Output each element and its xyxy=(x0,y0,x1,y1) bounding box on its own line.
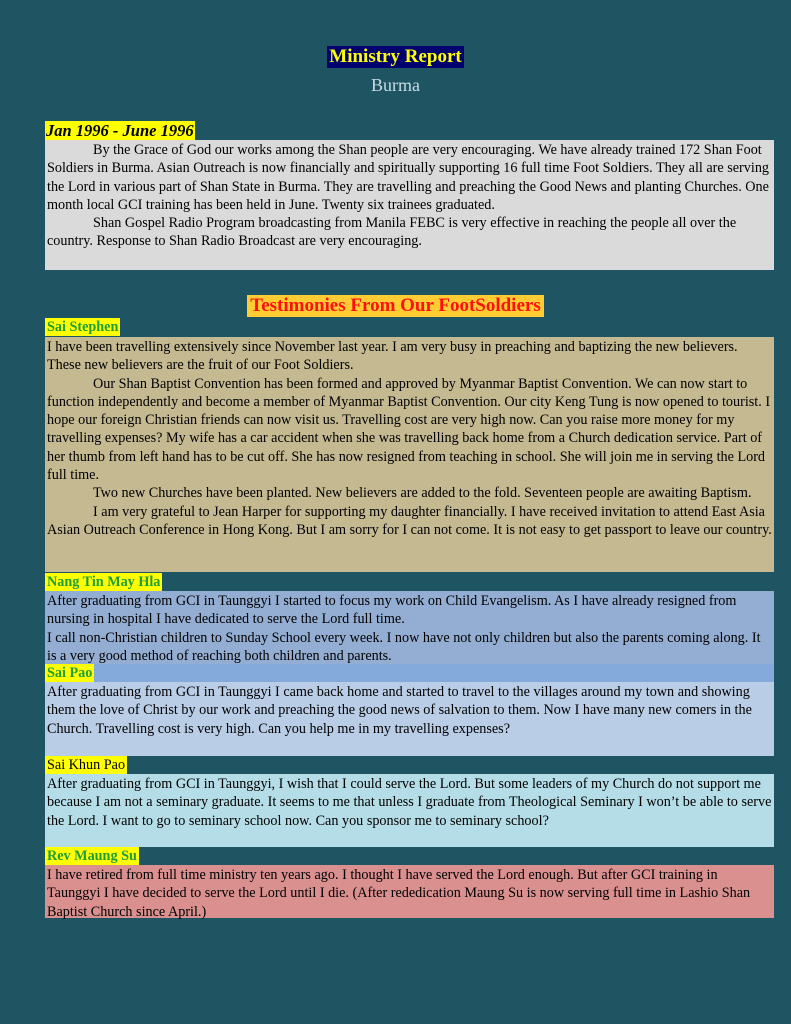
intro-paragraph: By the Grace of God our works among the Shan people are very encouraging. We have already trained 172 Shan Foot Soldiers in Burma. Asian Outreach is now financially and spiritually supporting 16 full time Foot Soldiers. They all are serving the Lord in various part of Shan State in Burma. They are travelling and preaching the Good News and planting Churches. One month local GCI training has been held in June. Twenty six trainees graduated. xyxy=(47,142,770,213)
report-subtitle: Burma xyxy=(371,75,420,95)
testimony-box xyxy=(45,337,774,572)
testimony-paragraph: I call non-Christian children to Sunday School every week. I now have not only children but also the parents coming along. It is a very good method of reaching both children and parents. xyxy=(47,629,761,664)
testimony-paragraph: After graduating from GCI in Taunggyi I came back home and started to travel to the villages around my town and showing them the love of Christ by our work and preaching the good news of salvation to them. Now I have many new comers in the Church. Travelling cost is very high. Can you help me in my travelling expenses? xyxy=(47,684,752,737)
testimony-paragraph: I have retired from full time ministry ten years ago. I thought I have served the Lord enough. But after GCI training in Taunggyi I have decided to serve the Lord until I die. (After rededication Maung Su is now serving full time in Lashio Shan Baptist Church since April.) xyxy=(47,867,751,920)
testimony-paragraph: After graduating from GCI in Taunggyi I started to focus my work on Child Evangelism. As I have already resigned from nursing in hospital I have dedicated to serve the Lord full time. xyxy=(47,593,737,628)
testimonies-title: Testimonies From Our FootSoldiers xyxy=(247,295,543,317)
testimony-box xyxy=(45,591,774,664)
name-strip xyxy=(45,664,774,682)
testimony-paragraph: I am very grateful to Jean Harper for supporting my daughter financially. I have received invitation to attend East Asia Asian Outreach Conference in Hong Kong. But I am sorry for I can not come. It is not easy to get passport to leave our country. xyxy=(47,503,772,538)
testimony-paragraph: Our Shan Baptist Convention has been formed and approved by Myanmar Baptist Convention. We can now start to function independently and become a member of Myanmar Baptist Convention. Our city Keng Tung is now opened to tourist. I hope our foreign Christian friends can now visit us. Travelling cost are very high now. Can you raise more money for my travelling expenses? My wife has a car accident when she was travelling back home from a Church dedication service. Part of her thumb from left hand has to be cut off. She has now resigned from teaching in school. She will join me in serving the Lord full time. xyxy=(47,375,771,484)
intro-box xyxy=(45,140,774,270)
testimony-paragraph: After graduating from GCI in Taunggyi, I wish that I could serve the Lord. But some leaders of my Church do not support me because I am not a seminary graduate. It seems to me that unless I graduate from Theological Seminary I won’t be able to serve the Lord. I want to go to seminary school now. Can you sponsor me to seminary school? xyxy=(47,776,772,829)
testimony-box xyxy=(45,865,774,918)
testimony-name: Nang Tin May Hla xyxy=(47,574,161,590)
testimony-name: Sai Stephen xyxy=(47,319,119,335)
testimony-name: Sai Pao xyxy=(47,665,93,681)
testimony-box xyxy=(45,774,774,847)
intro-paragraph: Shan Gospel Radio Program broadcasting from Manila FEBC is very effective in reaching the people all over the country. Response to Shan Radio Broadcast are very encouraging. xyxy=(47,215,737,250)
testimony-name: Rev Maung Su xyxy=(47,848,137,864)
testimony-box xyxy=(45,682,774,756)
title-wrap xyxy=(0,46,791,68)
testimony-paragraph: Two new Churches have been planted. New believers are added to the fold. Seventeen people are awaiting Baptism. xyxy=(93,485,752,502)
testimony-name: Sai Khun Pao xyxy=(47,757,126,773)
period-label: Jan 1996 - June 1996 xyxy=(46,121,194,140)
report-title: Ministry Report xyxy=(329,46,462,67)
section-title-wrap xyxy=(0,295,791,317)
testimony-paragraph: I have been travelling extensively since November last year. I am very busy in preaching and baptizing the new believers. These new believers are the fruit of our Foot Soldiers. xyxy=(47,339,738,374)
